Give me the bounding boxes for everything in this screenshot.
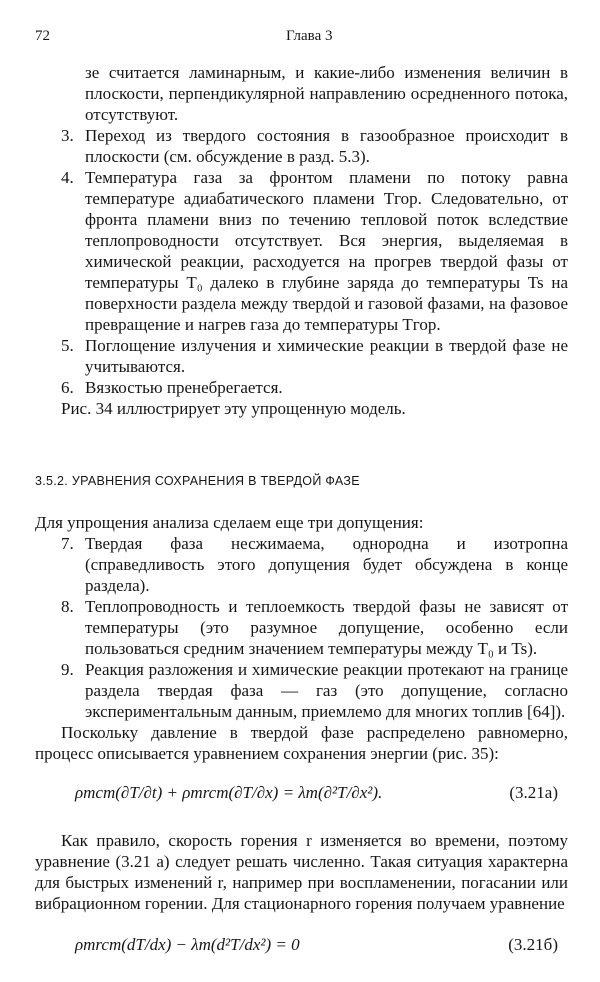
list-item-8	[35, 596, 568, 659]
continued-paragraph: зе считается ламинарным, и какие-либо изменения величин в плоскости, перпендикулярной направлению осредненного потока, отсутствуют.	[85, 63, 568, 124]
item-text: Температура газа за фронтом пламени по потоку равна температуре адиабатического пламени Tгор. Следовательно, от фронта пламени вниз по течению тепловой поток вследствие теплопроводности отсутствует. Вся энергия, выделяемая в химической реакции, расходуется на прогрев твердой фазы от температуры T₀ далеко в глубине заряда до температуры Ts на поверхности раздела между твердой и газовой фазами, на фазовое превращение и нагрев газа до температуры Tгор.	[85, 168, 568, 334]
page-body	[35, 62, 568, 982]
paragraph-burning-rate: Как правило, скорость горения r изменяется во времени, поэтому уравнение (3.21 а) следует решать численно. Такая ситуация характерна для быстрых изменений r, например при воспламенении, погасании или вибрационном горении. Для стационарного горения получаем уравнение	[35, 831, 568, 913]
list-item-4	[35, 167, 568, 335]
list-item-5	[35, 335, 568, 377]
page-number: 72	[35, 28, 50, 44]
section-heading: 3.5.2. УРАВНЕНИЯ СОХРАНЕНИЯ В ТВЕРДОЙ ФАЗЕ	[35, 474, 360, 488]
chapter-title: Глава 3	[286, 28, 333, 44]
item-number: 5.	[61, 336, 74, 355]
item-number: 7.	[61, 534, 74, 553]
equation-formula: ρтcт(∂T/∂t) + ρтrcт(∂T/∂x) = λт(∂²T/∂x²).	[75, 783, 383, 802]
item-text: Вязкостью пренебрегается.	[85, 378, 283, 397]
list-item-9	[35, 659, 568, 722]
list-item-3	[35, 125, 568, 167]
item-number: 6.	[61, 378, 74, 397]
list-item-6	[35, 377, 568, 398]
item-text: Поглощение излучения и химические реакции в твердой фазе не учитываются.	[85, 336, 568, 376]
item-text: Теплопроводность и теплоемкость твердой фазы не зависят от температуры (это разумное допущение, особенно если пользоваться средним значением температуры между T₀ и Ts).	[85, 597, 568, 658]
item-number: 3.	[61, 126, 74, 145]
equation-label: (3.21б)	[508, 935, 558, 954]
item-text: Твердая фаза несжимаема, однородна и изотропна (справедливость этого допущения будет обсуждена в конце раздела).	[85, 534, 568, 595]
equation-label: (3.21а)	[509, 783, 558, 802]
equation-3-21a	[35, 778, 568, 806]
item-text: Переход из твердого состояния в газообразное происходит в плоскости (см. обсуждение в разд. 5.3).	[85, 126, 568, 166]
item-number: 4.	[61, 168, 74, 187]
list-item-7	[35, 533, 568, 596]
item-text: Реакция разложения и химические реакции протекают на границе раздела твердая фаза — газ (это допущение, согласно экспериментальным данным, приемлемо для многих топлив [64]).	[85, 660, 568, 721]
equation-formula: ρтrcт(dT/dx) − λт(d²T/dx²) = 0	[75, 935, 300, 954]
item-number: 8.	[61, 597, 74, 616]
figure-reference: Рис. 34 иллюстрирует эту упрощенную модель.	[61, 399, 406, 418]
section-intro: Для упрощения анализа сделаем еще три допущения:	[35, 513, 424, 532]
item-number: 9.	[61, 660, 74, 679]
paragraph-energy-equation: Поскольку давление в твердой фазе распределено равномерно, процесс описывается уравнением сохранения энергии (рис. 35):	[35, 723, 568, 763]
equation-3-21b	[35, 930, 568, 958]
